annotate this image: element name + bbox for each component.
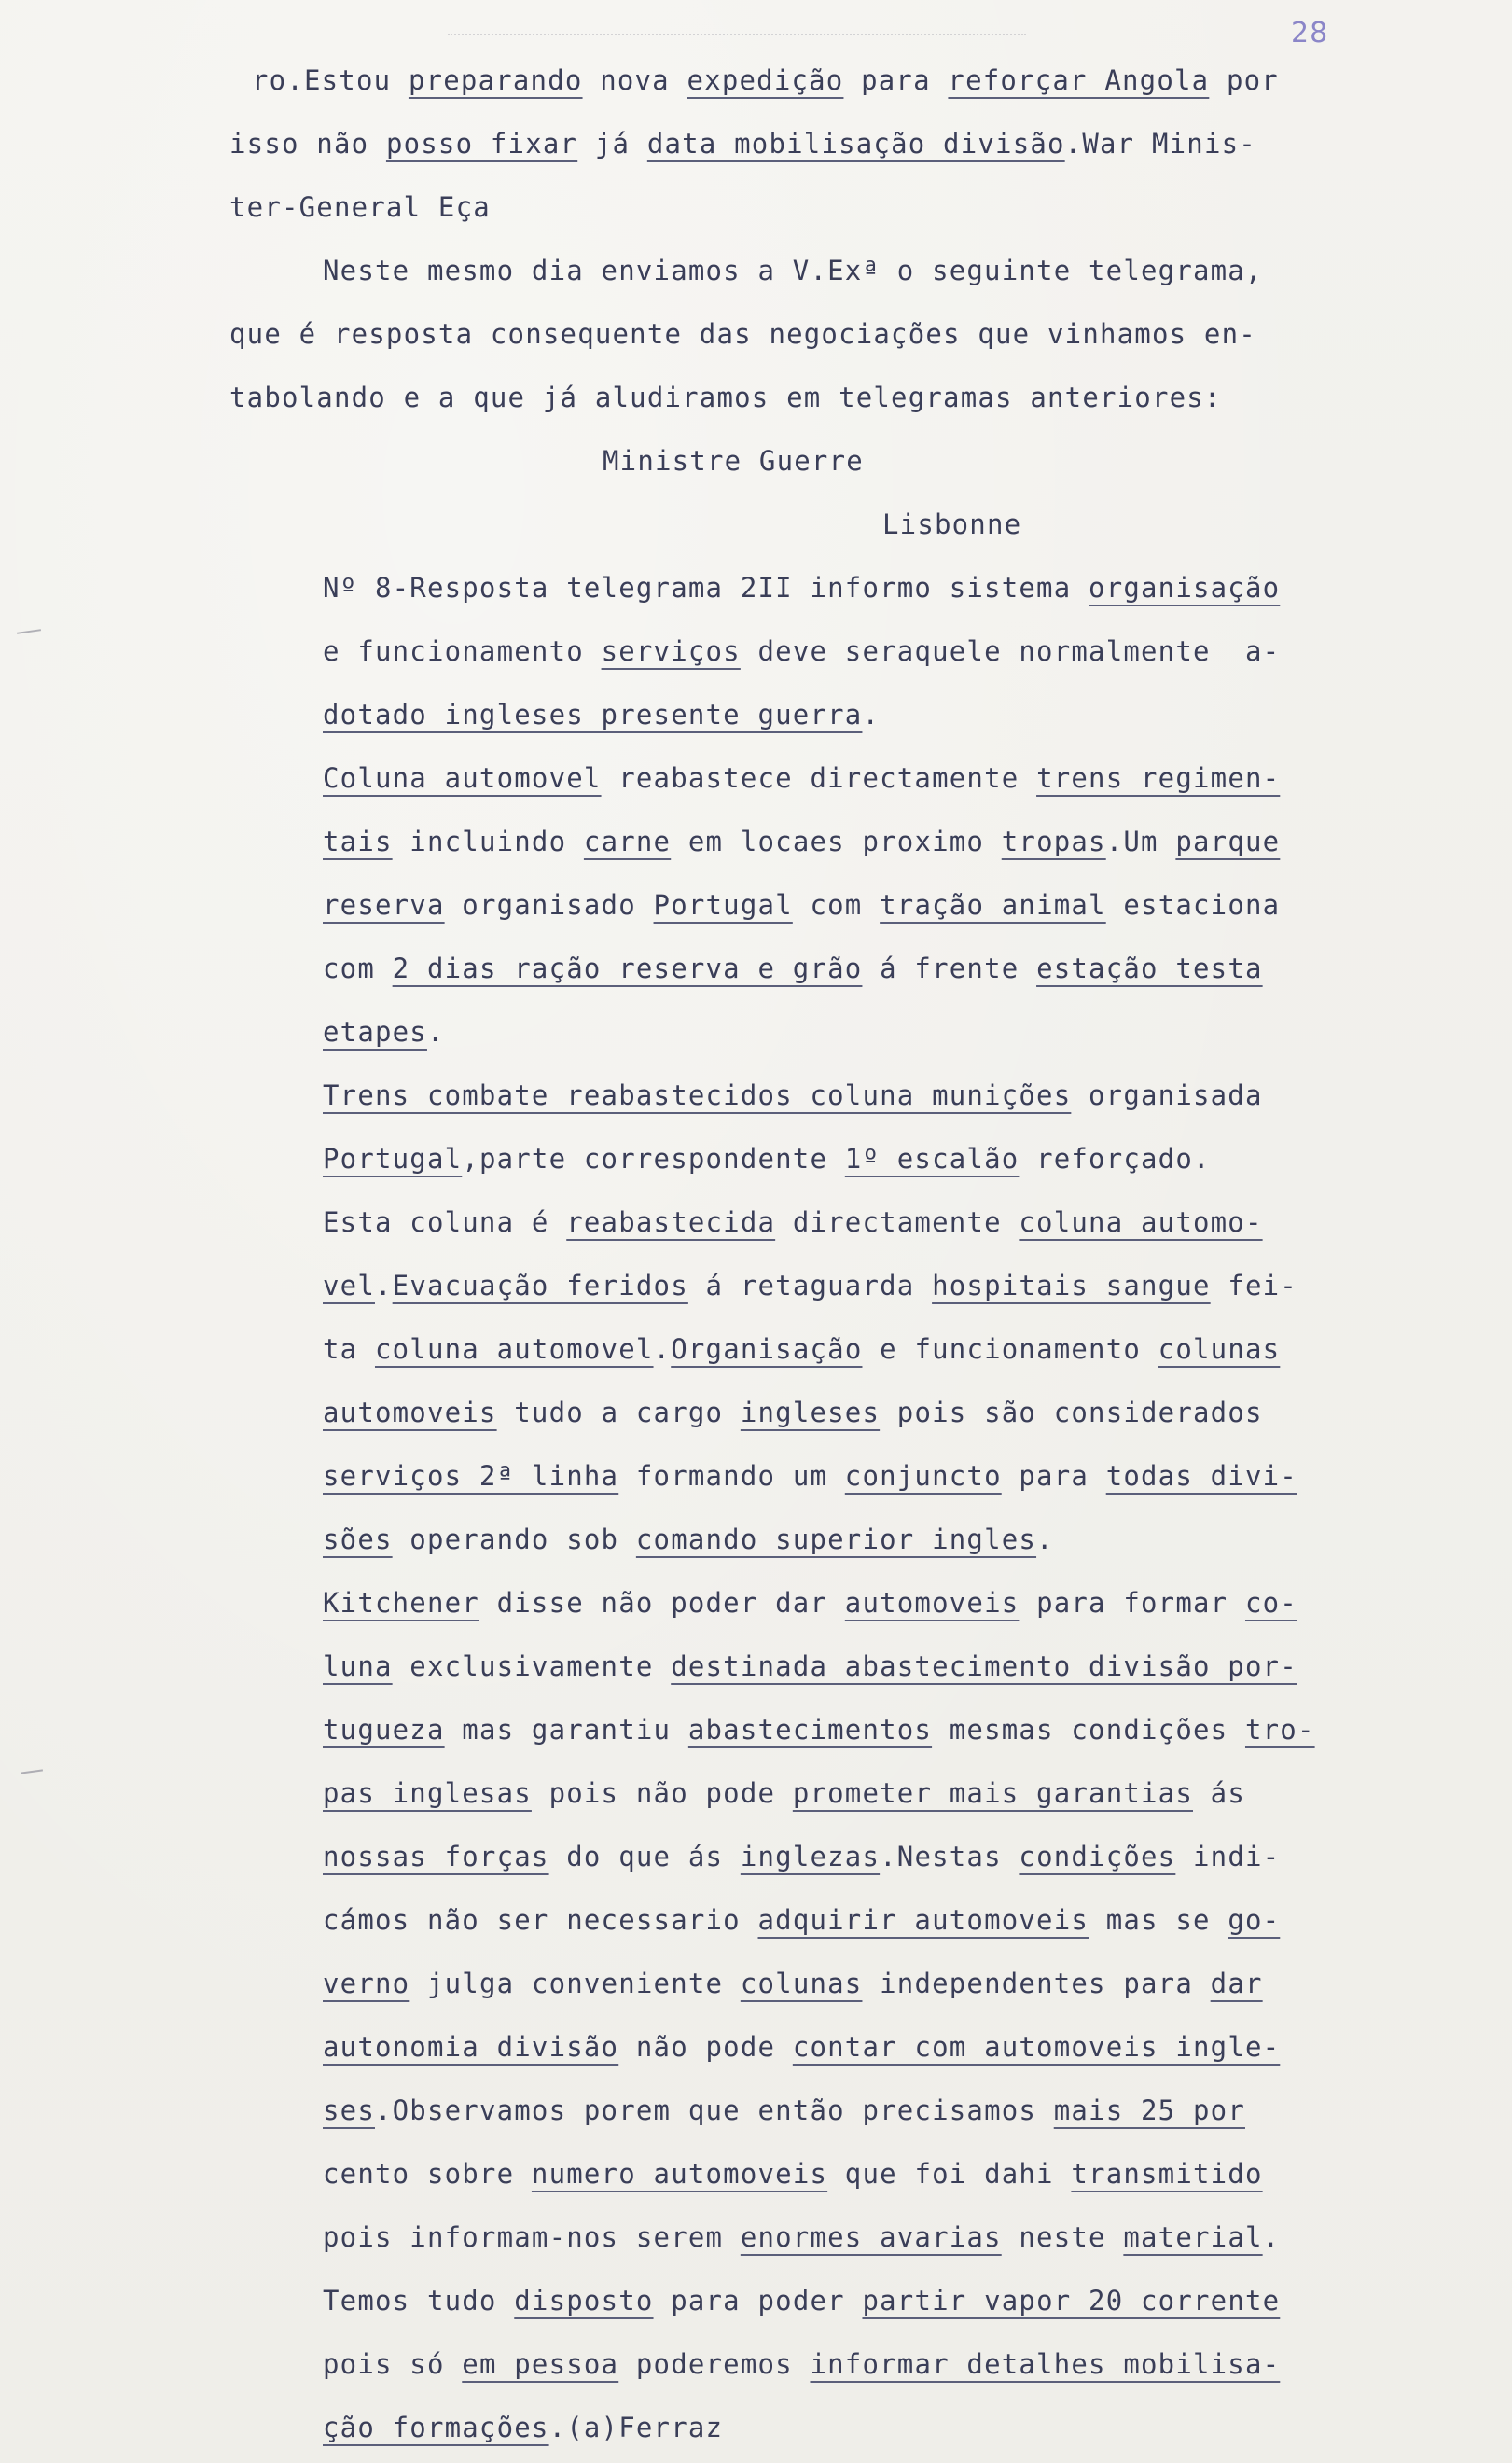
text-segment: com xyxy=(792,889,881,921)
underlined-text: mais 25 por xyxy=(1053,2094,1245,2126)
text-line xyxy=(229,317,1256,351)
text-line xyxy=(882,508,1021,541)
text-segment: com xyxy=(323,953,393,984)
text-line xyxy=(323,825,1280,858)
text-line xyxy=(323,254,1263,287)
underlined-text: nossas forças xyxy=(323,1841,549,1872)
text-line xyxy=(323,2030,1280,2064)
text-segment: formando um xyxy=(618,1460,845,1492)
text-segment: . xyxy=(426,1016,445,1048)
text-line xyxy=(323,1142,1211,1176)
text-line xyxy=(229,190,491,224)
underlined-text: ção formações xyxy=(323,2412,549,2443)
underlined-text: verno xyxy=(323,1968,410,1999)
underlined-text: colunas xyxy=(1158,1333,1281,1365)
text-line xyxy=(323,1332,1280,1366)
text-segment: mas garantiu xyxy=(444,1714,688,1746)
text-line xyxy=(323,1396,1263,1429)
text-segment: para xyxy=(843,64,949,96)
text-line xyxy=(323,1015,445,1049)
underlined-text: automoveis xyxy=(323,1397,497,1428)
text-segment: mesmas condições xyxy=(932,1714,1245,1746)
text-segment: Ministre Guerre xyxy=(603,445,864,477)
underlined-text: disposto xyxy=(514,2285,654,2317)
text-line xyxy=(323,2157,1263,2191)
underlined-text: condições xyxy=(1019,1841,1176,1872)
text-segment: estaciona xyxy=(1105,889,1281,921)
underlined-text: data mobilisação divisão xyxy=(646,128,1065,160)
text-segment: Lisbonne xyxy=(882,508,1022,540)
text-segment: em locaes proximo xyxy=(671,826,1002,857)
underlined-text: tais xyxy=(323,826,393,857)
underlined-text: reserva xyxy=(323,889,445,921)
text-segment: . xyxy=(862,699,881,731)
text-segment: . xyxy=(653,1333,672,1365)
text-segment: que foi dahi xyxy=(827,2158,1072,2190)
margin-mark xyxy=(21,1769,43,1774)
underlined-text: material xyxy=(1123,2221,1263,2253)
underlined-text: organisação xyxy=(1089,572,1281,604)
underlined-text: dar xyxy=(1210,1968,1263,1999)
underlined-text: inglezas xyxy=(740,1841,881,1872)
text-segment: mas se xyxy=(1089,1904,1228,1936)
underlined-text: comando superior ingles xyxy=(635,1524,1037,1555)
underlined-text: transmitido xyxy=(1071,2158,1263,2190)
underlined-text: dotado ingleses presente guerra xyxy=(323,699,863,731)
text-segment: tudo a cargo xyxy=(496,1397,741,1428)
text-segment: á retaguarda xyxy=(687,1270,933,1301)
text-segment: para xyxy=(1001,1460,1106,1492)
underlined-text: em pessoa xyxy=(462,2348,619,2380)
text-segment: tabolando e a que já aludiramos em telegramas anteriores: xyxy=(229,382,1222,413)
underlined-text: Organisação xyxy=(671,1333,863,1365)
text-segment: pois informam-nos serem xyxy=(323,2221,741,2253)
underlined-text: serviços xyxy=(601,635,741,667)
text-segment: ás xyxy=(1193,1777,1245,1809)
text-segment: deve seraquele normalmente a- xyxy=(740,635,1281,667)
text-segment: .Observamos porem que então precisamos xyxy=(374,2094,1054,2126)
text-segment: ter-General Eça xyxy=(229,191,491,223)
text-line xyxy=(323,2094,1245,2127)
text-segment: reforçado. xyxy=(1019,1143,1211,1175)
text-segment: cámos não ser necessario xyxy=(323,1904,758,1936)
text-segment: .Nestas xyxy=(880,1841,1020,1872)
underlined-text: reforçar Angola xyxy=(948,64,1210,96)
underlined-text: pas inglesas xyxy=(323,1777,532,1809)
text-line xyxy=(229,381,1222,414)
text-segment: cento sobre xyxy=(323,2158,532,2190)
text-segment: para formar xyxy=(1019,1587,1245,1619)
text-segment: nova xyxy=(582,64,687,96)
underlined-text: tugueza xyxy=(323,1714,445,1746)
text-segment: disse não poder dar xyxy=(479,1587,845,1619)
text-line xyxy=(323,1967,1263,2000)
text-segment: para poder xyxy=(653,2285,863,2317)
text-segment: por xyxy=(1209,64,1279,96)
text-segment: operando sob xyxy=(392,1524,636,1555)
text-segment: indi- xyxy=(1175,1841,1281,1872)
text-segment: incluindo xyxy=(392,826,584,857)
text-segment: .War Minis- xyxy=(1064,128,1256,160)
text-segment: organisada xyxy=(1071,1079,1263,1111)
text-line xyxy=(323,1269,1297,1302)
underlined-text: Portugal xyxy=(323,1143,463,1175)
text-segment: pois não pode xyxy=(531,1777,793,1809)
text-line xyxy=(323,698,880,731)
underlined-text: Coluna automovel xyxy=(323,762,602,794)
text-line xyxy=(323,1649,1297,1683)
underlined-text: co- xyxy=(1244,1587,1297,1619)
text-segment: organisado xyxy=(444,889,654,921)
text-segment: .Um xyxy=(1105,826,1176,857)
page-number: 28 xyxy=(1291,17,1329,49)
underlined-text: partir vapor 20 corrente xyxy=(862,2285,1281,2317)
text-segment: do que ás xyxy=(548,1841,741,1872)
top-faint-marks xyxy=(448,34,1026,37)
underlined-text: prometer mais garantias xyxy=(792,1777,1193,1809)
text-segment: . xyxy=(1262,2221,1281,2253)
underlined-text: estação testa xyxy=(1036,953,1263,984)
text-line xyxy=(323,634,1280,668)
text-segment: reabastece directamente xyxy=(601,762,1037,794)
text-line xyxy=(323,1586,1297,1620)
underlined-text: reabastecida xyxy=(566,1206,776,1238)
text-segment: poderemos xyxy=(618,2348,811,2380)
text-segment: e funcionamento xyxy=(862,1333,1158,1365)
text-segment: julga conveniente xyxy=(409,1968,741,1999)
underlined-text: preparando xyxy=(408,64,583,96)
text-segment: independentes para xyxy=(862,1968,1211,1999)
text-segment: e funcionamento xyxy=(323,635,602,667)
underlined-text: posso fixar xyxy=(385,128,578,160)
underlined-text: abastecimentos xyxy=(687,1714,933,1746)
underlined-text: sões xyxy=(323,1524,393,1555)
text-segment: . xyxy=(1036,1524,1054,1555)
underlined-text: carne xyxy=(583,826,672,857)
text-segment: ,parte correspondente xyxy=(462,1143,845,1175)
text-line xyxy=(323,2220,1280,2254)
text-segment: que é resposta consequente das negociações que vinhamos en- xyxy=(229,318,1256,350)
underlined-text: coluna automovel xyxy=(374,1333,654,1365)
underlined-text: 2 dias ração reserva e grão xyxy=(392,953,863,984)
text-segment: . xyxy=(374,1270,393,1301)
text-segment: Neste mesmo dia enviamos a V.Exª o seguinte telegrama, xyxy=(323,255,1263,286)
underlined-text: tropas xyxy=(1001,826,1106,857)
text-line xyxy=(323,1713,1315,1746)
text-segment: exclusivamente xyxy=(392,1650,672,1682)
underlined-text: destinada abastecimento divisão por- xyxy=(671,1650,1297,1682)
underlined-text: conjuncto xyxy=(844,1460,1002,1492)
underlined-text: coluna automo- xyxy=(1019,1206,1263,1238)
underlined-text: automoveis xyxy=(844,1587,1020,1619)
underlined-text: expedição xyxy=(687,64,844,96)
underlined-text: tração animal xyxy=(880,889,1106,921)
underlined-text: serviços 2ª linha xyxy=(323,1460,619,1492)
underlined-text: contar com automoveis ingle- xyxy=(792,2031,1281,2063)
underlined-text: parque xyxy=(1175,826,1281,857)
text-line xyxy=(323,2411,723,2444)
text-segment: .(a)Ferraz xyxy=(548,2412,724,2443)
underlined-text: numero automoveis xyxy=(531,2158,828,2190)
underlined-text: ingleses xyxy=(740,1397,881,1428)
text-line xyxy=(323,1459,1297,1493)
text-line xyxy=(323,1205,1263,1239)
text-segment: fei- xyxy=(1210,1270,1297,1301)
text-line xyxy=(252,63,1279,97)
underlined-text: autonomia divisão xyxy=(323,2031,619,2063)
text-segment: pois são considerados xyxy=(880,1397,1263,1428)
text-line xyxy=(603,444,864,478)
underlined-text: enormes avarias xyxy=(740,2221,1002,2253)
underlined-text: trens regimen- xyxy=(1036,762,1281,794)
text-line xyxy=(323,2284,1280,2317)
text-line xyxy=(323,1078,1263,1112)
text-line xyxy=(323,1903,1280,1937)
text-line xyxy=(323,1776,1245,1810)
text-segment: Nº 8-Resposta telegrama 2II informo sistema xyxy=(323,572,1089,604)
text-line xyxy=(229,127,1256,160)
text-line xyxy=(323,888,1280,922)
text-segment: ro.Estou xyxy=(252,64,409,96)
text-segment: já xyxy=(577,128,647,160)
text-segment: isso não xyxy=(229,128,386,160)
underlined-text: 1º escalão xyxy=(844,1143,1020,1175)
text-segment: neste xyxy=(1001,2221,1124,2253)
text-segment: directamente xyxy=(775,1206,1020,1238)
underlined-text: luna xyxy=(323,1650,393,1682)
text-line xyxy=(323,1523,1054,1556)
underlined-text: adquirir automoveis xyxy=(757,1904,1089,1936)
underlined-text: Kitchener xyxy=(323,1587,479,1619)
underlined-text: go- xyxy=(1228,1904,1281,1936)
underlined-text: vel xyxy=(323,1270,375,1301)
underlined-text: Trens combate reabastecidos coluna munições xyxy=(323,1079,1072,1111)
underlined-text: Evacuação feridos xyxy=(392,1270,688,1301)
text-line xyxy=(323,761,1280,795)
underlined-text: tro- xyxy=(1244,1714,1315,1746)
underlined-text: etapes xyxy=(323,1016,427,1048)
underlined-text: informar detalhes mobilisa- xyxy=(810,2348,1281,2380)
text-segment: á frente xyxy=(862,953,1037,984)
text-segment: não pode xyxy=(618,2031,793,2063)
margin-mark xyxy=(17,629,41,634)
text-line xyxy=(323,952,1263,985)
underlined-text: colunas xyxy=(740,1968,863,1999)
underlined-text: ses xyxy=(323,2094,375,2126)
text-segment: ta xyxy=(323,1333,375,1365)
text-line xyxy=(323,2347,1280,2381)
text-segment: pois só xyxy=(323,2348,463,2380)
text-line xyxy=(323,571,1280,605)
text-segment: Esta coluna é xyxy=(323,1206,567,1238)
underlined-text: Portugal xyxy=(653,889,793,921)
underlined-text: hospitais sangue xyxy=(932,1270,1211,1301)
text-line xyxy=(323,1840,1280,1873)
text-segment: Temos tudo xyxy=(323,2285,515,2317)
underlined-text: todas divi- xyxy=(1105,1460,1297,1492)
